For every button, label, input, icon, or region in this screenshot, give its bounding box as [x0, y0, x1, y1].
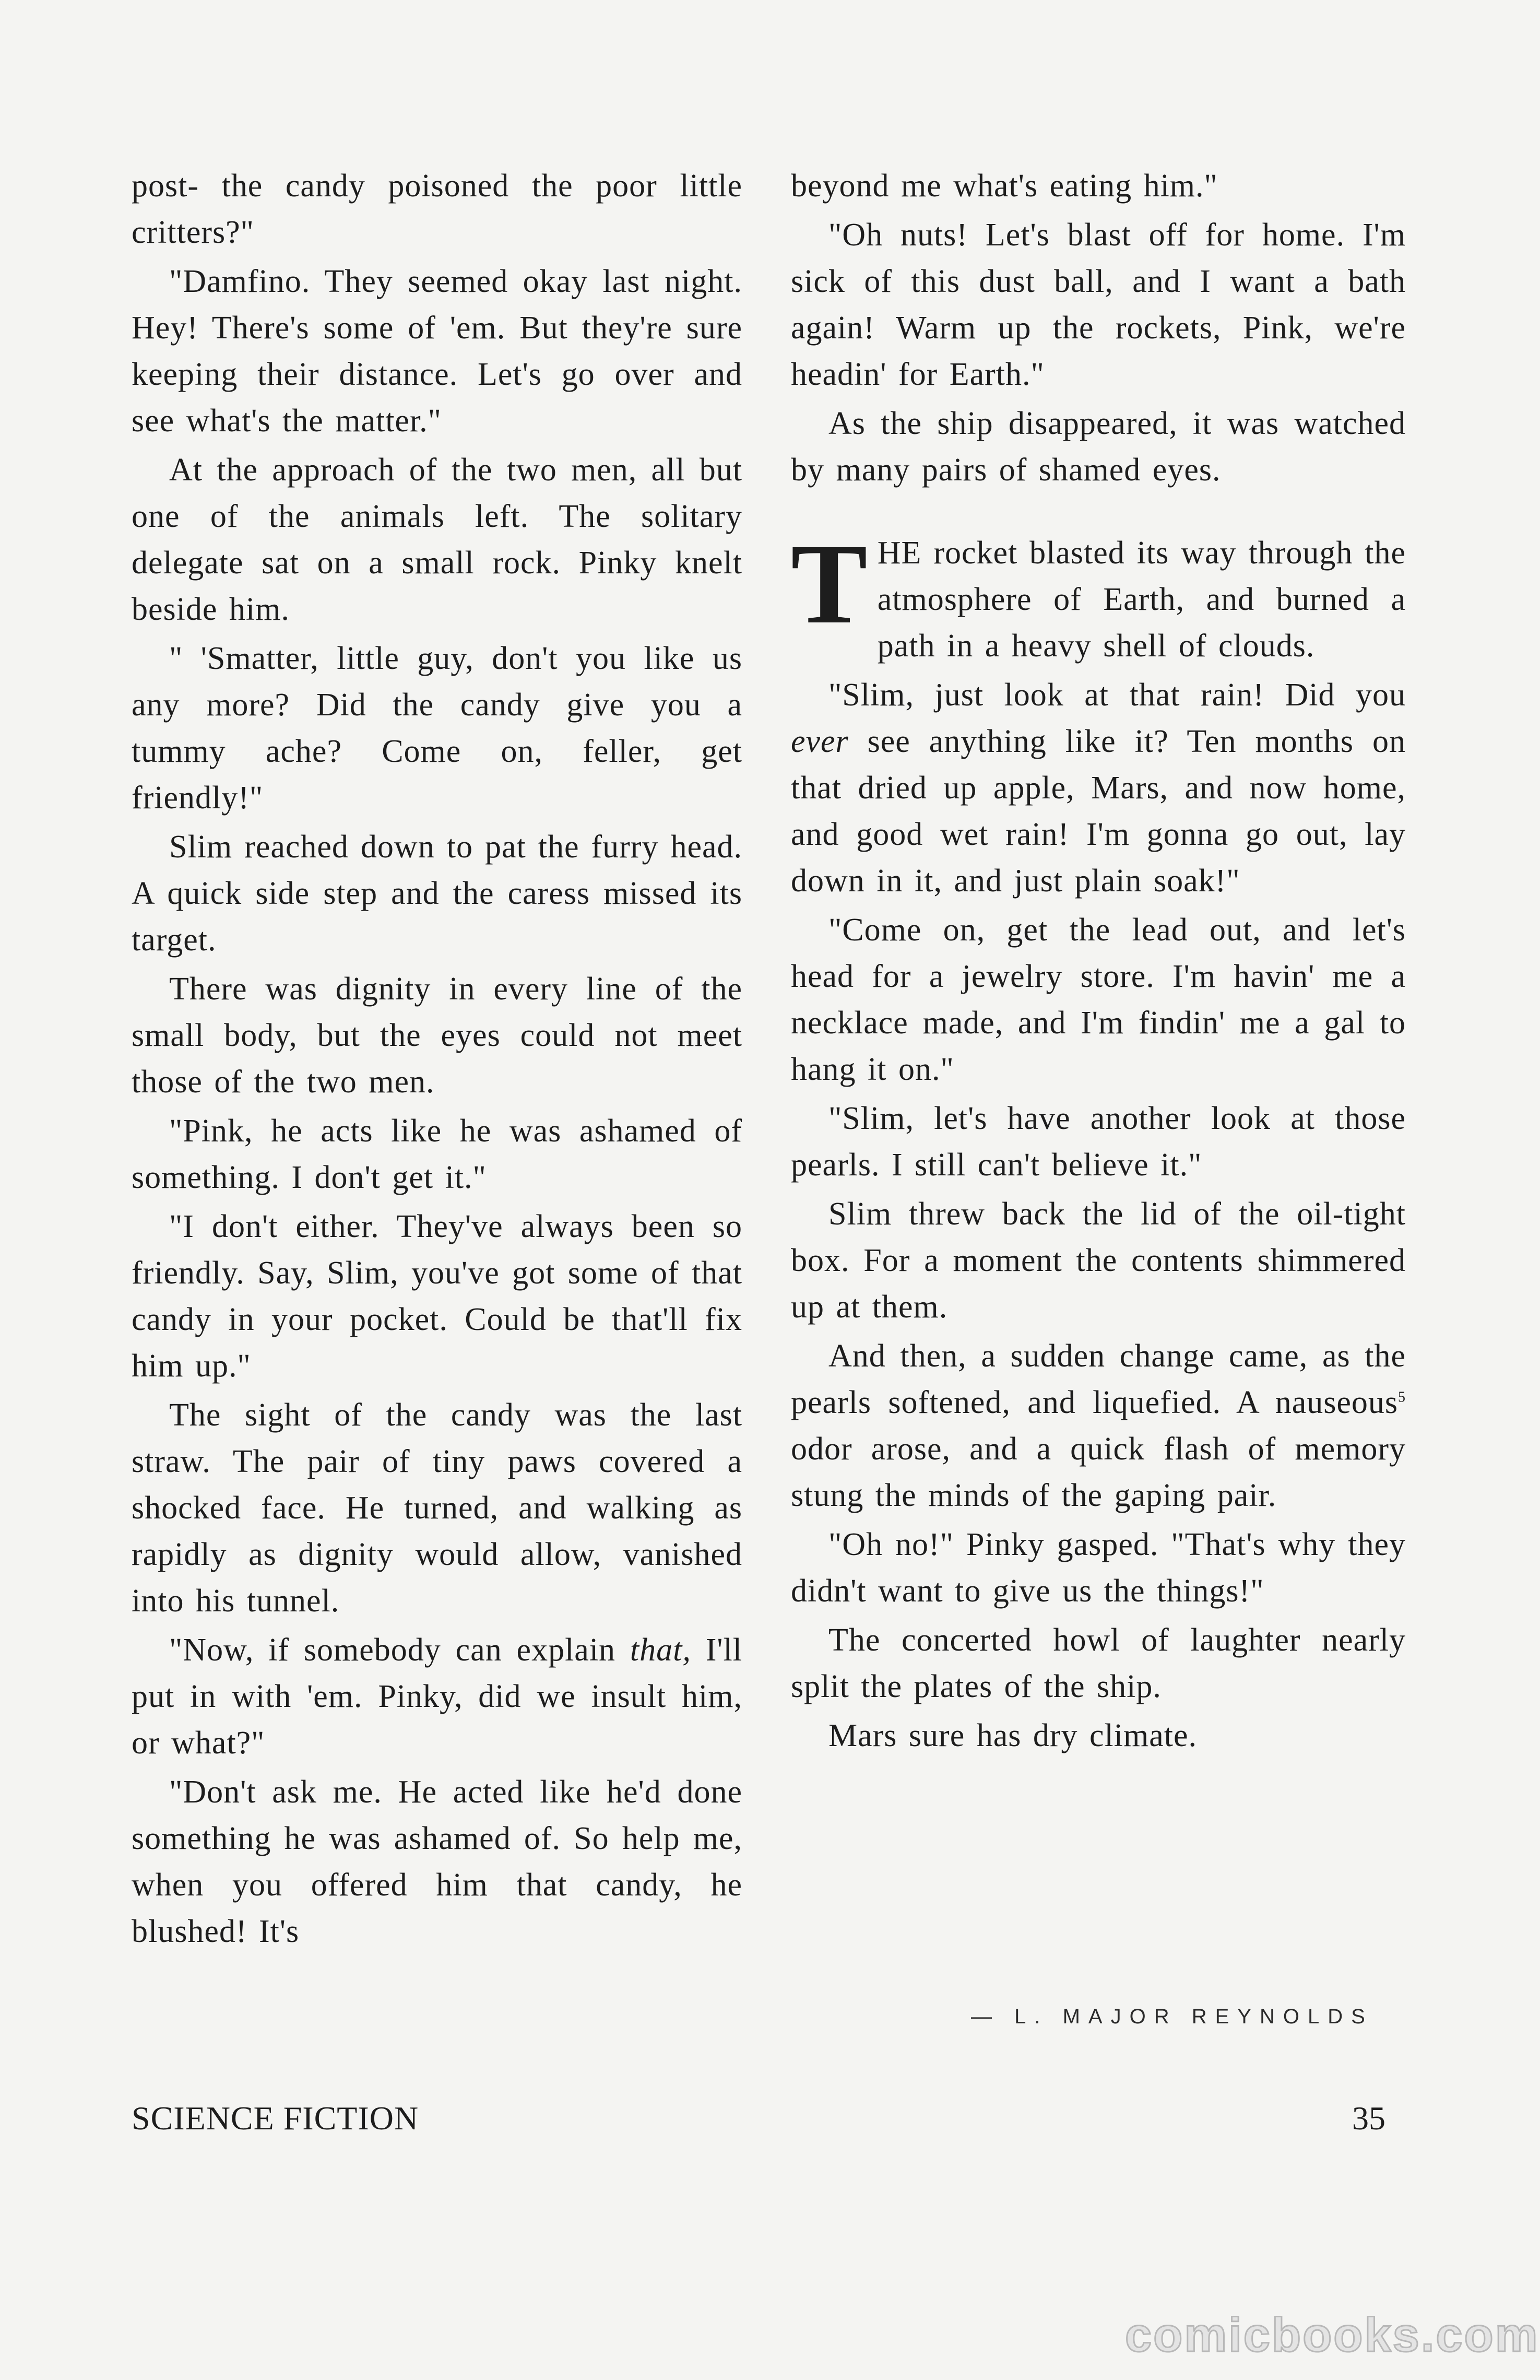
paragraph: The concerted howl of laughter nearly split the plates of the ship.: [791, 1622, 1406, 1704]
paragraph: "Oh nuts! Let's blast off for home. I'm sick of this dust ball, and I want a bath again! Warm up the rockets, Pink, we're headin' for Earth.": [791, 217, 1406, 392]
paragraph: The sight of the candy was the last straw. The pair of tiny paws covered a shocked face. He turned, and walking as rapidly as dignity would allow, vanished into his tunnel.: [132, 1397, 742, 1619]
paragraph: Slim reached down to pat the furry head. A quick side step and the caress missed its target.: [132, 829, 742, 958]
paragraph: [791, 1333, 1406, 1519]
paragraph: At the approach of the two men, all but one of the animals left. The solitary delegate sat on a small rock. Pinky knelt beside him.: [132, 452, 742, 627]
footnote-marker: 5: [1398, 1389, 1406, 1406]
paragraph: "Pink, he acts like he was ashamed of something. I don't get it.": [132, 1113, 742, 1195]
right-column: [791, 163, 1406, 1762]
author-byline: — L. MAJOR REYNOLDS: [971, 2005, 1373, 2028]
italic-text: ever: [791, 724, 849, 759]
paragraph: Slim threw back the lid of the oil-tight box. For a moment the contents shimmered up at them.: [791, 1196, 1406, 1325]
paragraph-text: odor arose, and a quick flash of memory stung the minds of the gaping pair.: [791, 1431, 1406, 1513]
paragraph-text: HE rocket blasted its way through the atmosphere of Earth, and burned a path in a heavy shell of clouds.: [877, 535, 1406, 664]
paragraph-text: see anything like it? Ten months on that dried up apple, Mars, and now home, and good wet rain! I'm gonna go out, lay down in it, and just plain soak!": [791, 724, 1406, 899]
paragraph: "Don't ask me. He acted like he'd done something he was ashamed of. So help me, when you offered him that candy, he blushed! It's: [132, 1774, 742, 1949]
paragraph: [132, 1627, 742, 1766]
italic-text: that,: [630, 1632, 691, 1668]
paragraph-text: "Now, if somebody can explain: [169, 1632, 630, 1668]
paragraph: "Slim, let's have another look at those pearls. I still can't believe it.": [791, 1101, 1406, 1183]
paragraph: "I don't either. They've always been so friendly. Say, Slim, you've got some of that candy in your pocket. Could be that'll fix him up.": [132, 1209, 742, 1384]
paragraph: " 'Smatter, little guy, don't you like us any more? Did the candy give you a tummy ache? Come on, feller, get friendly!": [132, 641, 742, 816]
paragraph: post- the candy poisoned the poor little critters?": [132, 168, 742, 250]
paragraph: Mars sure has dry climate.: [828, 1718, 1197, 1753]
left-column: [132, 163, 742, 1958]
paragraph: "Oh no!" Pinky gasped. "That's why they didn't want to give us the things!": [791, 1527, 1406, 1609]
paragraph: "Come on, get the lead out, and let's head for a jewelry store. I'm havin' me a necklace made, and I'm findin' me a gal to hang it on.": [791, 912, 1406, 1087]
paragraph: [791, 520, 1406, 669]
magazine-title-footer: SCIENCE FICTION: [132, 2100, 419, 2137]
page-number: 35: [1352, 2100, 1385, 2137]
watermark-logo: comicbooks.com: [1125, 2308, 1539, 2362]
paragraph-text: I'll put in with 'em. Pinky, did we insult him, or what?": [132, 1632, 742, 1761]
paragraph: beyond me what's eating him.": [791, 168, 1218, 204]
paragraph: [791, 672, 1406, 904]
drop-cap: T: [791, 520, 868, 647]
paragraph-text: "Slim, just look at that rain! Did you: [828, 677, 1406, 713]
paragraph: There was dignity in every line of the small body, but the eyes could not meet those of the two men.: [132, 971, 742, 1100]
paragraph: "Damfino. They seemed okay last night. Hey! There's some of 'em. But they're sure keeping their distance. Let's go over and see what's the matter.": [132, 264, 742, 439]
paragraph: As the ship disappeared, it was watched by many pairs of shamed eyes.: [791, 406, 1406, 488]
paragraph-text: And then, a sudden change came, as the pearls softened, and liquefied. A nauseous: [791, 1338, 1406, 1420]
